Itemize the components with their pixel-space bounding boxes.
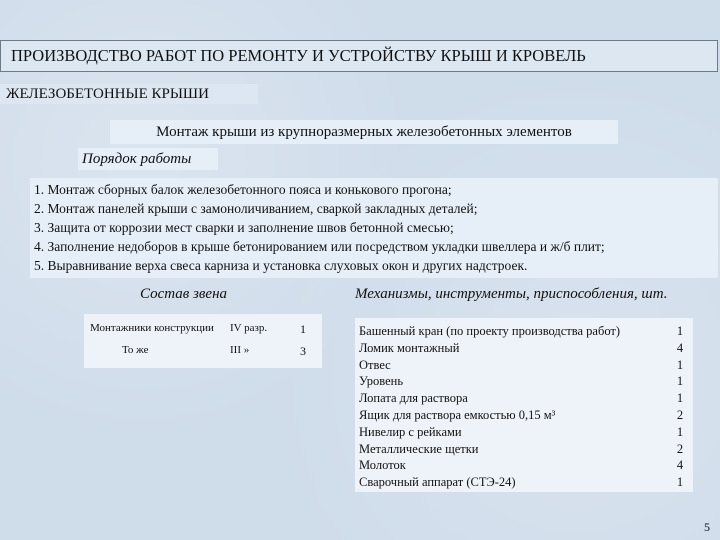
tool-qty: 1 xyxy=(676,374,684,389)
tool-row xyxy=(355,391,693,408)
tool-qty: 1 xyxy=(676,357,684,372)
work-step: 1. Монтаж сборных балок железобетонного пояса и конькового прогона; xyxy=(34,182,452,197)
crew-table xyxy=(84,314,322,368)
tool-qty: 1 xyxy=(676,424,684,439)
tool-qty: 2 xyxy=(676,407,684,422)
work-step: 5. Выравнивание верха свеса карниза и установка слуховых окон и других надстроек. xyxy=(34,258,528,273)
tool-name: Ломик монтажный xyxy=(359,340,460,355)
tool-row xyxy=(355,358,693,375)
tool-row xyxy=(355,374,693,391)
tool-name: Молоток xyxy=(359,458,406,473)
work-steps-list xyxy=(30,178,718,278)
work-order-label: Порядок работы xyxy=(78,148,218,170)
tool-qty: 1 xyxy=(676,391,684,406)
work-step: 3. Защита от коррозии мест сварки и заполнение швов бетонной смесью; xyxy=(34,220,454,235)
crew-heading: Состав звена xyxy=(140,286,228,302)
crew-row xyxy=(84,344,322,362)
tool-qty: 1 xyxy=(676,324,684,338)
tool-row xyxy=(355,442,693,459)
crew-grade: III » xyxy=(230,344,250,356)
tool-name: Башенный кран (по проекту производства работ) xyxy=(359,324,621,338)
slide-title: ПРОИЗВОДСТВО РАБОТ ПО РЕМОНТУ И УСТРОЙСТВУ КРЫШ И КРОВЕЛЬ xyxy=(0,40,718,72)
tool-name: Нивелир с рейками xyxy=(359,424,462,439)
tool-name: Металлические щетки xyxy=(359,441,479,456)
tool-row xyxy=(355,425,693,442)
tool-qty: 4 xyxy=(676,458,684,473)
tool-row xyxy=(355,458,693,475)
tool-qty: 1 xyxy=(676,475,684,490)
tool-qty: 4 xyxy=(676,340,684,355)
work-step: 2. Монтаж панелей крыши с замоноличиванием, сваркой закладных деталей; xyxy=(34,201,478,216)
tool-row xyxy=(355,341,693,358)
crew-role: То же xyxy=(122,344,149,356)
crew-row xyxy=(84,322,322,340)
crew-grade: IV разр. xyxy=(230,322,268,334)
tool-row xyxy=(355,475,693,492)
subtitle: Монтаж крыши из крупноразмерных железобетонных элементов xyxy=(110,120,618,144)
crew-count: 1 xyxy=(300,322,306,336)
work-step: 4. Заполнение недоборов в крыше бетонированием или посредством укладки швеллера и ж/б плит; xyxy=(34,239,605,254)
page-number: 5 xyxy=(704,520,710,534)
crew-count: 3 xyxy=(300,344,306,358)
tool-name: Лопата для раствора xyxy=(359,391,468,406)
section-label: ЖЕЛЕЗОБЕТОННЫЕ КРЫШИ xyxy=(0,84,258,104)
tool-qty: 2 xyxy=(676,441,684,456)
tools-table xyxy=(355,318,693,492)
crew-role: Монтажники конструкции xyxy=(90,322,214,334)
tools-heading: Механизмы, инструменты, приспособления, шт. xyxy=(355,286,668,302)
tool-name: Отвес xyxy=(359,357,391,372)
tool-row xyxy=(355,408,693,425)
tool-row xyxy=(355,324,693,341)
tool-name: Уровень xyxy=(359,374,404,389)
tool-name: Сварочный аппарат (СТЭ-24) xyxy=(359,475,516,490)
tool-name: Ящик для раствора емкостью 0,15 м³ xyxy=(359,407,556,422)
